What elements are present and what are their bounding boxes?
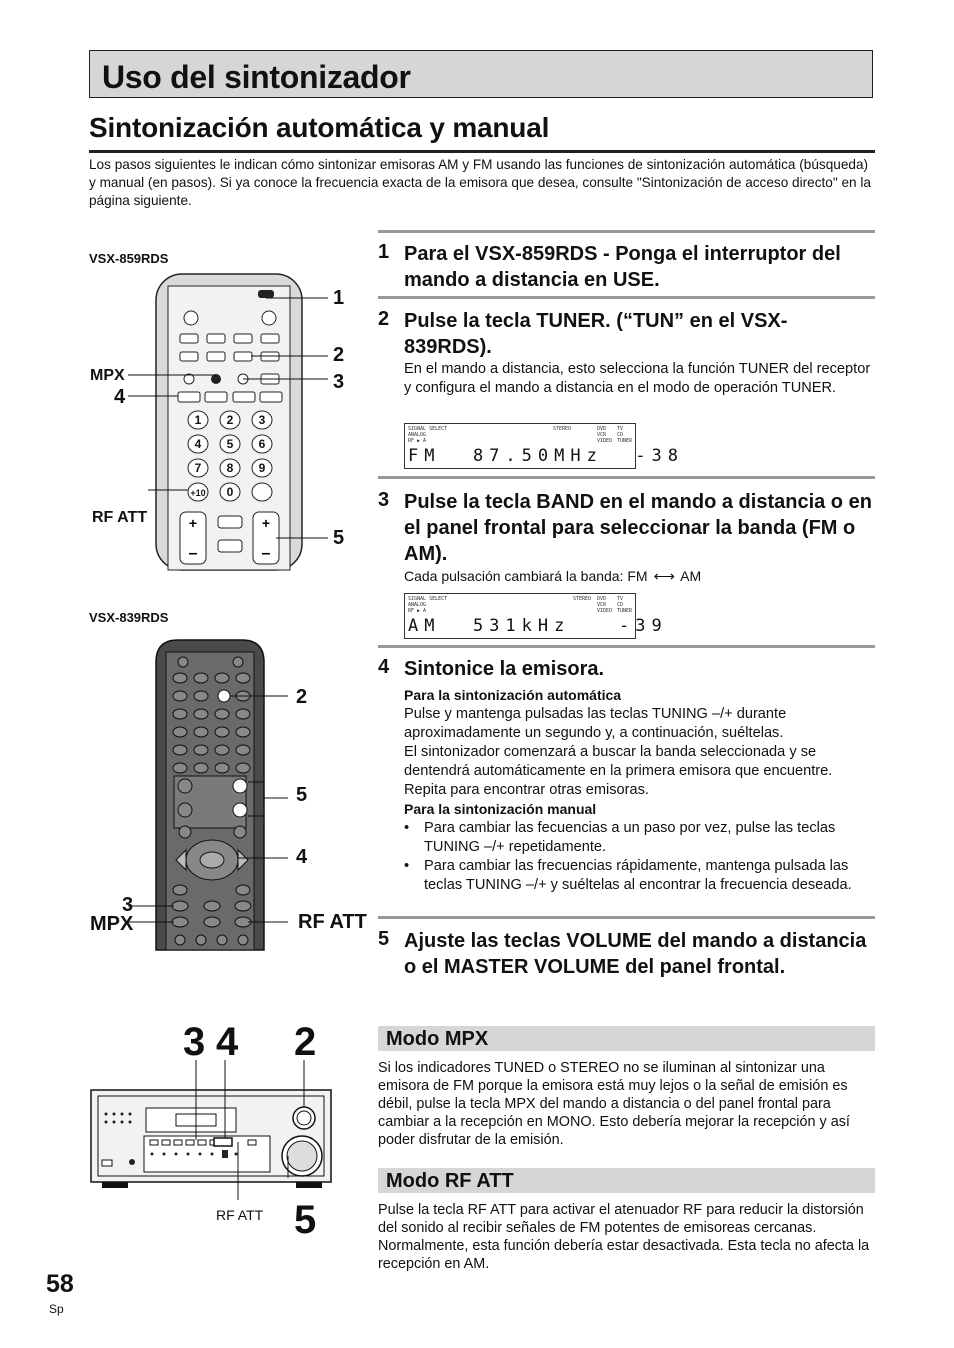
fm-display-tuner: TUNER bbox=[617, 438, 633, 444]
step2-rule bbox=[378, 296, 875, 299]
band-note-end: AM bbox=[680, 568, 702, 584]
remote1-callout-mpx: MPX bbox=[90, 367, 125, 384]
auto-tuning-title: Para la sintonización automática bbox=[404, 687, 622, 703]
step3-number: 3 bbox=[378, 489, 390, 511]
language-code: Sp bbox=[49, 1302, 64, 1316]
svg-text:+: + bbox=[261, 515, 271, 531]
step3-heading: Pulse la tecla BAND en el mando a distancia o en el panel frontal para seleccionar la banda (FM o AM). bbox=[404, 491, 872, 565]
remote1-callout-2: 2 bbox=[333, 344, 345, 366]
remote2-callout-3: 3 bbox=[122, 894, 134, 916]
chapter-banner bbox=[89, 50, 873, 98]
fm-display-readout: FM 87.50MHz -38 bbox=[408, 446, 684, 466]
receiver-callout-5: 5 bbox=[294, 1198, 317, 1242]
receiver-callout-rfatt: RF ATT bbox=[216, 1207, 264, 1223]
chapter-title: Uso del sintonizador bbox=[102, 59, 411, 95]
step1-heading: Para el VSX-859RDS - Ponga el interruptor del mando a distancia en USE. bbox=[404, 243, 841, 291]
band-note-text: Cada pulsación cambiará la banda: FM bbox=[404, 568, 648, 584]
page-number: 58 bbox=[46, 1270, 74, 1298]
svg-text:7: 7 bbox=[194, 461, 202, 475]
step4-rule bbox=[378, 645, 875, 648]
auto-tuning-p1: Pulse y mantenga pulsadas las teclas TUNING –/+ durante aproximadamente un segundo y, a continuación, suéltelas. bbox=[404, 706, 787, 741]
fm-display-vcr: VCR bbox=[597, 432, 607, 438]
band-note bbox=[404, 567, 701, 585]
receiver-illustration bbox=[88, 1060, 338, 1200]
step1-rule bbox=[378, 230, 875, 233]
am-display-rfa: RF ▶ A bbox=[408, 608, 427, 614]
step-3 bbox=[378, 489, 875, 567]
step-2 bbox=[378, 308, 875, 360]
step4-number: 4 bbox=[378, 656, 390, 678]
step-4 bbox=[378, 656, 875, 682]
remote2-callout-5: 5 bbox=[296, 784, 308, 806]
svg-text:–: – bbox=[188, 545, 198, 562]
step2-heading: Pulse la tecla TUNER. (“TUN” en el VSX-839RDS). bbox=[404, 310, 788, 358]
mpx-section-header bbox=[378, 1026, 875, 1051]
swap-arrow-icon: ⟷ bbox=[653, 568, 675, 585]
am-display-analog: ANALOG bbox=[408, 602, 427, 608]
am-display-video: VIDEO bbox=[597, 608, 613, 614]
am-display bbox=[404, 593, 668, 639]
manual-bullet-1: • Para cambiar las fecuencias a un paso por vez, pulse las teclas TUNING –/+ repetidamente. bbox=[404, 820, 836, 855]
rfatt-p2: Normalmente, esta función debería estar desactivada. Esta tecla no afecta la recepción en AM. bbox=[378, 1238, 870, 1272]
step4-body bbox=[404, 686, 874, 895]
svg-text:8: 8 bbox=[226, 461, 234, 475]
svg-text:3: 3 bbox=[258, 413, 266, 427]
am-display-sigsel: SIGNAL SELECT bbox=[408, 596, 448, 602]
fm-display-analog: ANALOG bbox=[408, 432, 427, 438]
intro-paragraph: Los pasos siguientes le indican cómo sintonizar emisoras AM y FM usando las funciones de sintonización automática (búsqueda) y manual (en pasos). Si ya conoce la frecuencia exacta de la emisora que desea, consulte "Sintonización de acceso directo" en la página siguiente. bbox=[89, 157, 871, 208]
step5-rule bbox=[378, 916, 875, 919]
remote2-callout-2: 2 bbox=[296, 686, 308, 708]
step-1 bbox=[378, 241, 875, 293]
remote1-callout-1: 1 bbox=[333, 287, 345, 309]
remote1-callout-3: 3 bbox=[333, 371, 345, 393]
remote2-callout-4: 4 bbox=[296, 846, 308, 868]
step-5 bbox=[378, 928, 875, 980]
svg-text:+: + bbox=[188, 515, 198, 531]
manual-bullet-2-text: Para cambiar las frecuencias rápidamente, mantenga pulsada las teclas TUNING –/+ y suéltelas al encontrar la frecuencia deseada. bbox=[424, 858, 852, 893]
fm-display-tv: TV bbox=[617, 426, 624, 432]
svg-text:2: 2 bbox=[226, 413, 234, 427]
am-display-readout: AM 531kHz -39 bbox=[408, 616, 668, 636]
svg-text:–: – bbox=[261, 545, 271, 562]
svg-text:9: 9 bbox=[258, 461, 266, 475]
rfatt-p1: Pulse la tecla RF ATT para activar el atenuador RF para reducir la distorsión del sonido al recibir señales de FM potentes de emisoreas cercanas. bbox=[378, 1202, 864, 1236]
svg-text:0: 0 bbox=[226, 485, 234, 499]
mpx-section-title: Modo MPX bbox=[386, 1028, 489, 1050]
section-title: Sintonización automática y manual bbox=[89, 112, 550, 143]
manual-tuning-title: Para la sintonización manual bbox=[404, 801, 597, 817]
remote2-callout-mpx: MPX bbox=[90, 913, 134, 935]
fm-display-stereo: STEREO bbox=[553, 426, 572, 432]
receiver-callout-3: 3 bbox=[183, 1020, 206, 1064]
svg-text:+10: +10 bbox=[190, 488, 206, 498]
remote1-model-label: VSX-859RDS bbox=[89, 251, 169, 266]
section-rule bbox=[89, 150, 875, 153]
step4-heading: Sintonice la emisora. bbox=[404, 658, 605, 680]
step2-number: 2 bbox=[378, 308, 390, 330]
step3-rule bbox=[378, 476, 875, 479]
am-display-dvd: DVD bbox=[597, 596, 607, 602]
svg-text:1: 1 bbox=[194, 413, 202, 427]
step1-number: 1 bbox=[378, 241, 390, 263]
auto-tuning-p2: El sintonizador comenzará a buscar la banda seleccionada y se dentendrá automáticamente en la primera emisora que encuentre. Repita para encontrar otras emisoras. bbox=[404, 744, 833, 798]
fm-display-cd: CD bbox=[617, 432, 624, 438]
remote1-illustration bbox=[88, 268, 360, 573]
svg-text:6: 6 bbox=[258, 437, 266, 451]
svg-text:4: 4 bbox=[194, 437, 202, 451]
remote2-callout-rfatt: RF ATT bbox=[298, 911, 367, 933]
step5-number: 5 bbox=[378, 928, 390, 950]
step2-body: En el mando a distancia, esto selecciona la función TUNER del receptor y configura el mando a distancia en el modo de operación TUNER. bbox=[404, 361, 871, 396]
fm-display-video: VIDEO bbox=[597, 438, 613, 444]
svg-text:5: 5 bbox=[226, 437, 234, 451]
receiver-callout-4: 4 bbox=[216, 1020, 239, 1064]
remote1-callout-5: 5 bbox=[333, 527, 345, 549]
fm-display-sigsel: SIGNAL SELECT bbox=[408, 426, 448, 432]
remote1-callout-4: 4 bbox=[114, 386, 126, 408]
am-display-tv: TV bbox=[617, 596, 624, 602]
rfatt-section-title: Modo RF ATT bbox=[386, 1170, 514, 1192]
mpx-section-text: Si los indicadores TUNED o STEREO no se iluminan al sintonizar una emisora de FM porque la emisora está muy lejos o la señal de emisión es débil, pulse la tecla MPX del mando a distancia o del panel frontal para cambiar a la recepción en MONO. Esto debería mejorar la recepción y así poder disfrutar de la emisión. bbox=[378, 1060, 850, 1148]
am-display-tuner: TUNER bbox=[617, 608, 633, 614]
fm-display-dvd: DVD bbox=[597, 426, 607, 432]
step5-heading: Ajuste las teclas VOLUME del mando a distancia o el MASTER VOLUME del panel frontal. bbox=[404, 930, 867, 978]
fm-display-rfa: RF ▶ A bbox=[408, 438, 427, 444]
remote2-model-label: VSX-839RDS bbox=[89, 610, 169, 625]
rfatt-section-header bbox=[378, 1168, 875, 1193]
am-display-stereo: STEREO bbox=[573, 596, 592, 602]
fm-display bbox=[404, 423, 684, 469]
manual-bullet-2: • Para cambiar las frecuencias rápidamente, mantenga pulsada las teclas TUNING –/+ y suéltelas al encontrar la frecuencia deseada. bbox=[404, 858, 852, 893]
manual-bullet-1-text: Para cambiar las fecuencias a un paso por vez, pulse las teclas TUNING –/+ repetidamente. bbox=[424, 820, 836, 855]
am-display-cd: CD bbox=[617, 602, 624, 608]
receiver-callout-2: 2 bbox=[294, 1020, 317, 1064]
am-display-vcr: VCR bbox=[597, 602, 607, 608]
rfatt-section-text bbox=[378, 1201, 874, 1273]
remote1-callout-rfatt: RF ATT bbox=[92, 509, 148, 526]
